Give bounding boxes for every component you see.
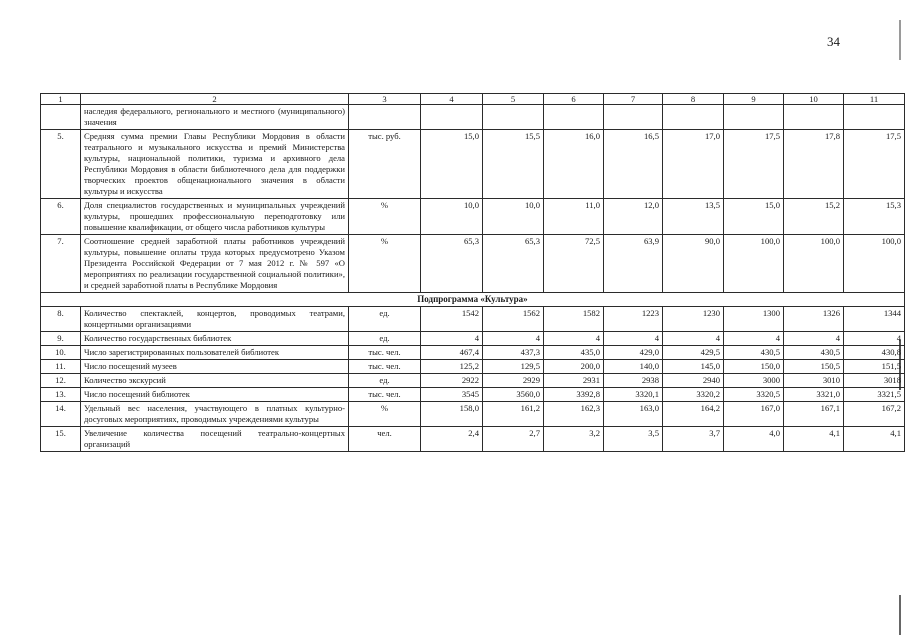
value-cell: 3545 xyxy=(421,388,483,402)
value-cell xyxy=(421,105,483,130)
section-title: Подпрограмма «Культура» xyxy=(41,293,905,307)
value-cell: 430,5 xyxy=(784,346,844,360)
unit-cell: чел. xyxy=(349,427,421,452)
indicator-name-cell: Увеличение количества посещений театрально-концертных организаций xyxy=(81,427,349,452)
value-cell: 12,0 xyxy=(604,199,663,235)
value-cell: 2,7 xyxy=(483,427,544,452)
value-cell: 167,2 xyxy=(844,402,905,427)
value-cell: 158,0 xyxy=(421,402,483,427)
value-cell: 65,3 xyxy=(483,235,544,293)
value-cell: 1230 xyxy=(663,307,724,332)
page-number: 34 xyxy=(827,34,840,49)
row-number-cell: 11. xyxy=(41,360,81,374)
value-cell: 151,5 xyxy=(844,360,905,374)
value-cell: 2938 xyxy=(604,374,663,388)
header-row xyxy=(41,94,905,105)
value-cell: 16,0 xyxy=(544,130,604,199)
unit-cell: тыс. чел. xyxy=(349,346,421,360)
value-cell: 161,2 xyxy=(483,402,544,427)
value-cell: 429,0 xyxy=(604,346,663,360)
value-cell xyxy=(483,105,544,130)
header-cell-6: 6 xyxy=(544,94,604,105)
value-cell: 435,0 xyxy=(544,346,604,360)
row-number-cell: 9. xyxy=(41,332,81,346)
value-cell: 15,2 xyxy=(784,199,844,235)
row-number-cell: 5. xyxy=(41,130,81,199)
value-cell xyxy=(663,105,724,130)
table-row xyxy=(41,332,905,346)
row-number-cell: 6. xyxy=(41,199,81,235)
value-cell: 150,0 xyxy=(724,360,784,374)
header-cell-8: 8 xyxy=(663,94,724,105)
header-cell-5: 5 xyxy=(483,94,544,105)
indicator-name-cell: Число посещений библиотек xyxy=(81,388,349,402)
unit-cell: ед. xyxy=(349,332,421,346)
row-number-cell: 14. xyxy=(41,402,81,427)
indicator-name-cell: наследия федерального, регионального и местного (муниципального) значения xyxy=(81,105,349,130)
indicator-name-cell: Количество государственных библиотек xyxy=(81,332,349,346)
row-number-cell: 10. xyxy=(41,346,81,360)
value-cell: 72,5 xyxy=(544,235,604,293)
table-row xyxy=(41,427,905,452)
value-cell: 3320,5 xyxy=(724,388,784,402)
unit-cell: % xyxy=(349,199,421,235)
header-cell-9: 9 xyxy=(724,94,784,105)
table-row xyxy=(41,199,905,235)
value-cell: 4 xyxy=(663,332,724,346)
value-cell: 125,2 xyxy=(421,360,483,374)
value-cell: 3560,0 xyxy=(483,388,544,402)
value-cell: 3,2 xyxy=(544,427,604,452)
unit-cell xyxy=(349,105,421,130)
value-cell: 3,7 xyxy=(663,427,724,452)
value-cell: 11,0 xyxy=(544,199,604,235)
row-number-cell: 8. xyxy=(41,307,81,332)
value-cell: 16,5 xyxy=(604,130,663,199)
value-cell: 17,5 xyxy=(724,130,784,199)
value-cell: 3321,0 xyxy=(784,388,844,402)
value-cell: 2940 xyxy=(663,374,724,388)
value-cell: 467,4 xyxy=(421,346,483,360)
unit-cell: % xyxy=(349,235,421,293)
value-cell: 2,4 xyxy=(421,427,483,452)
value-cell: 163,0 xyxy=(604,402,663,427)
value-cell: 430,5 xyxy=(724,346,784,360)
value-cell: 430,8 xyxy=(844,346,905,360)
unit-cell: тыс. чел. xyxy=(349,388,421,402)
unit-cell: тыс. чел. xyxy=(349,360,421,374)
value-cell: 162,3 xyxy=(544,402,604,427)
value-cell: 4 xyxy=(421,332,483,346)
header-cell-3: 3 xyxy=(349,94,421,105)
indicators-table xyxy=(40,93,905,452)
indicator-name-cell: Удельный вес населения, участвующего в платных культурно-досуговых мероприятиях, проводимых учреждениями культуры xyxy=(81,402,349,427)
value-cell: 15,3 xyxy=(844,199,905,235)
row-number-cell: 12. xyxy=(41,374,81,388)
value-cell xyxy=(604,105,663,130)
row-number-cell xyxy=(41,105,81,130)
value-cell: 17,0 xyxy=(663,130,724,199)
value-cell: 1542 xyxy=(421,307,483,332)
value-cell: 17,5 xyxy=(844,130,905,199)
value-cell: 4 xyxy=(544,332,604,346)
value-cell: 3010 xyxy=(784,374,844,388)
value-cell: 100,0 xyxy=(844,235,905,293)
value-cell: 4,1 xyxy=(844,427,905,452)
value-cell: 129,5 xyxy=(483,360,544,374)
value-cell: 1326 xyxy=(784,307,844,332)
value-cell xyxy=(844,105,905,130)
value-cell: 3320,2 xyxy=(663,388,724,402)
indicator-name-cell: Число зарегистрированных пользователей библиотек xyxy=(81,346,349,360)
value-cell: 15,5 xyxy=(483,130,544,199)
value-cell: 3321,5 xyxy=(844,388,905,402)
row-number-cell: 13. xyxy=(41,388,81,402)
value-cell: 167,0 xyxy=(724,402,784,427)
value-cell: 167,1 xyxy=(784,402,844,427)
table-row-continuation xyxy=(41,105,905,130)
value-cell: 15,0 xyxy=(421,130,483,199)
value-cell: 10,0 xyxy=(421,199,483,235)
value-cell: 15,0 xyxy=(724,199,784,235)
value-cell: 1344 xyxy=(844,307,905,332)
header-cell-4: 4 xyxy=(421,94,483,105)
value-cell: 4 xyxy=(604,332,663,346)
header-cell-10: 10 xyxy=(784,94,844,105)
table-row xyxy=(41,388,905,402)
value-cell: 4 xyxy=(483,332,544,346)
table-row xyxy=(41,360,905,374)
value-cell: 17,8 xyxy=(784,130,844,199)
value-cell: 140,0 xyxy=(604,360,663,374)
value-cell: 2931 xyxy=(544,374,604,388)
value-cell: 90,0 xyxy=(663,235,724,293)
value-cell: 145,0 xyxy=(663,360,724,374)
table-row xyxy=(41,307,905,332)
unit-cell: % xyxy=(349,402,421,427)
value-cell: 4 xyxy=(724,332,784,346)
value-cell: 437,3 xyxy=(483,346,544,360)
value-cell: 1223 xyxy=(604,307,663,332)
table-row xyxy=(41,235,905,293)
table-row xyxy=(41,374,905,388)
table-row xyxy=(41,402,905,427)
value-cell xyxy=(724,105,784,130)
header-cell-7: 7 xyxy=(604,94,663,105)
unit-cell: тыс. руб. xyxy=(349,130,421,199)
value-cell: 429,5 xyxy=(663,346,724,360)
value-cell: 1562 xyxy=(483,307,544,332)
unit-cell: ед. xyxy=(349,307,421,332)
header-cell-2: 2 xyxy=(81,94,349,105)
value-cell: 65,3 xyxy=(421,235,483,293)
indicator-name-cell: Средняя сумма премии Главы Республики Мордовия в области театрального и музыкального искусства и премий Министерства культуры, национальной политики, туризма и архивного дела Республики Мордовия в области библиотечного дела для поддержки творческих проектов общенационального значения в области культуры и искусства xyxy=(81,130,349,199)
value-cell: 3392,8 xyxy=(544,388,604,402)
row-number-cell: 7. xyxy=(41,235,81,293)
table-row xyxy=(41,130,905,199)
value-cell: 4 xyxy=(784,332,844,346)
value-cell: 200,0 xyxy=(544,360,604,374)
value-cell: 150,5 xyxy=(784,360,844,374)
indicator-name-cell: Количество экскурсий xyxy=(81,374,349,388)
unit-cell: ед. xyxy=(349,374,421,388)
value-cell: 3000 xyxy=(724,374,784,388)
value-cell: 100,0 xyxy=(724,235,784,293)
value-cell: 3018 xyxy=(844,374,905,388)
indicator-name-cell: Число посещений музеев xyxy=(81,360,349,374)
value-cell: 4,0 xyxy=(724,427,784,452)
value-cell: 2929 xyxy=(483,374,544,388)
value-cell xyxy=(544,105,604,130)
value-cell: 4,1 xyxy=(784,427,844,452)
value-cell: 1582 xyxy=(544,307,604,332)
value-cell: 164,2 xyxy=(663,402,724,427)
value-cell: 4 xyxy=(844,332,905,346)
value-cell: 13,5 xyxy=(663,199,724,235)
value-cell: 2922 xyxy=(421,374,483,388)
indicator-name-cell: Соотношение средней заработной платы работников учреждений культуры, повышение оплаты труда которых предусмотрено Указом Президента Российской Федерации от 7 мая 2012 г. № 597 «О мероприятиях по реализации государственной социальной политики», и средней заработной платы в Республике Мордовия xyxy=(81,235,349,293)
value-cell: 63,9 xyxy=(604,235,663,293)
value-cell: 3320,1 xyxy=(604,388,663,402)
indicator-name-cell: Количество спектаклей, концертов, проводимых театрами, концертными организациями xyxy=(81,307,349,332)
value-cell: 3,5 xyxy=(604,427,663,452)
table-row xyxy=(41,346,905,360)
value-cell: 1300 xyxy=(724,307,784,332)
value-cell: 10,0 xyxy=(483,199,544,235)
row-number-cell: 15. xyxy=(41,427,81,452)
header-cell-1: 1 xyxy=(41,94,81,105)
indicator-name-cell: Доля специалистов государственных и муниципальных учреждений культуры, прошедших профессиональную переподготовку или повышение квалификации, от общего числа работников культуры xyxy=(81,199,349,235)
section-row xyxy=(41,293,905,307)
header-cell-11: 11 xyxy=(844,94,905,105)
value-cell: 100,0 xyxy=(784,235,844,293)
value-cell xyxy=(784,105,844,130)
